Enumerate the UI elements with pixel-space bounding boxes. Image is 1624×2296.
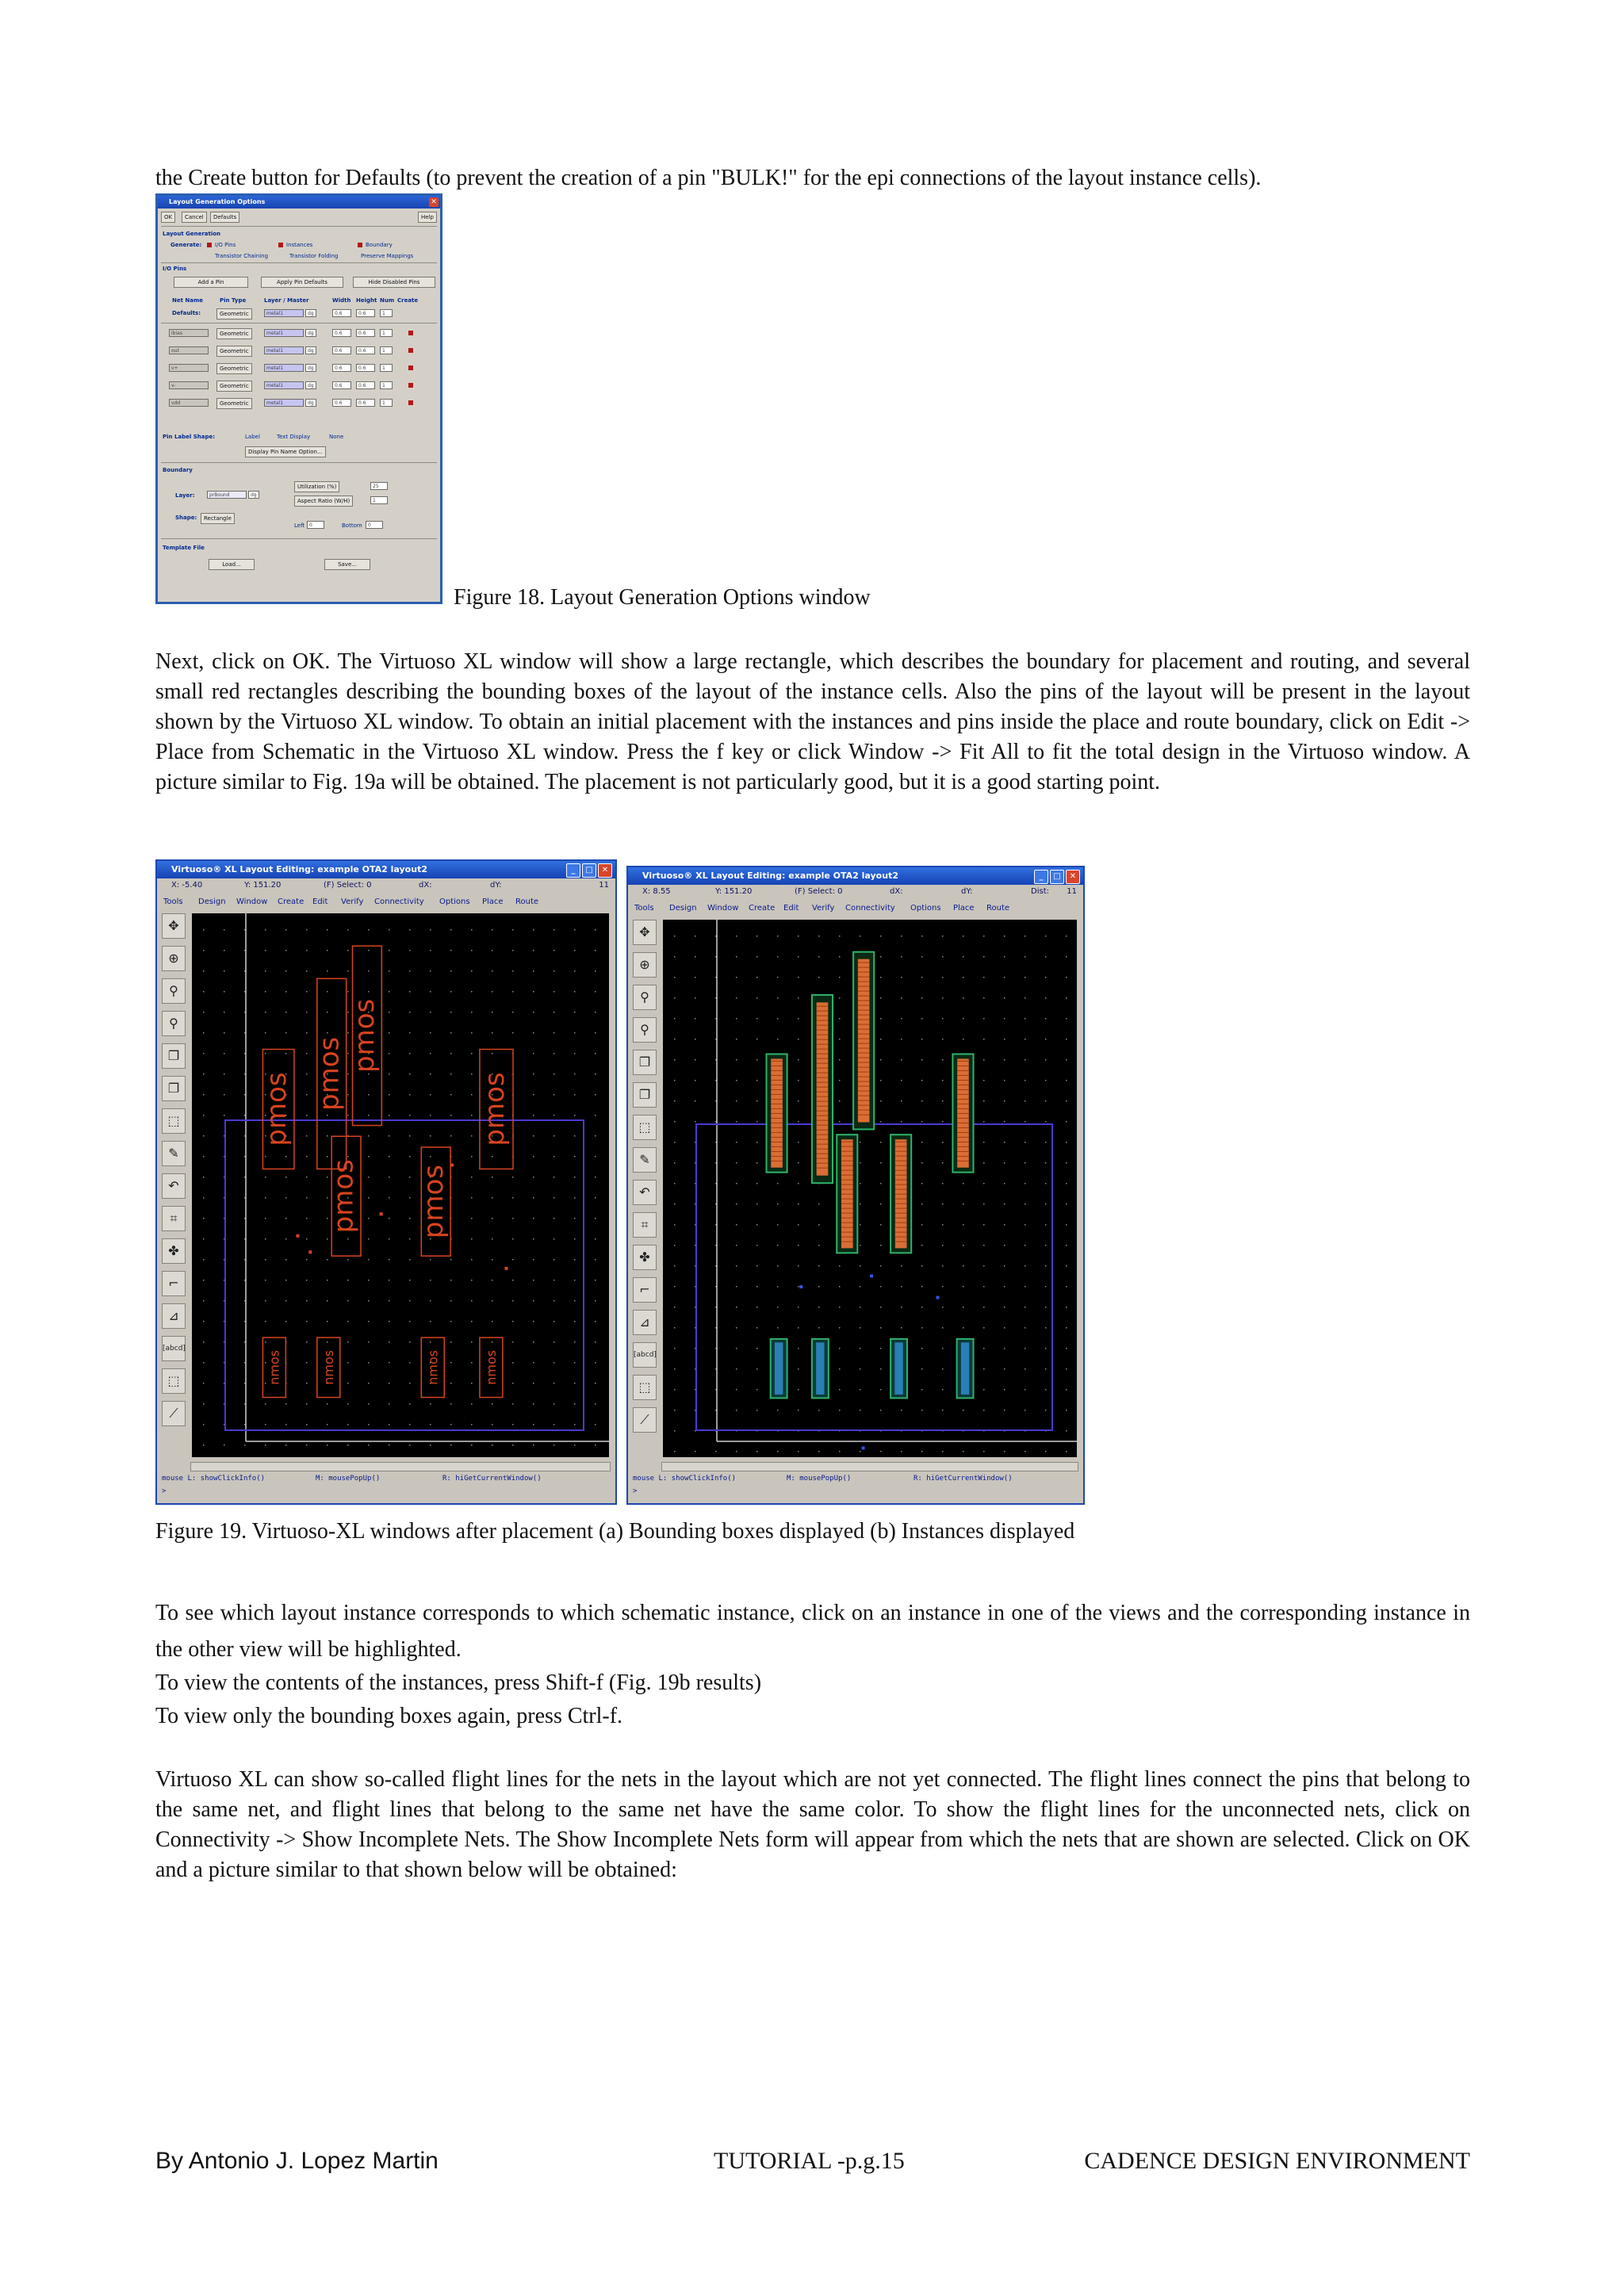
menu-window[interactable]: Window <box>236 897 268 906</box>
layout-generation-options-window <box>155 193 442 604</box>
grid-icon[interactable]: ⌗ <box>162 1206 186 1231</box>
coordinate-status-bar <box>628 885 1083 899</box>
load-button[interactable]: Load... <box>209 559 255 570</box>
column-height: Height <box>356 297 377 304</box>
pin-marker <box>450 1164 454 1167</box>
pin-layer-suffix[interactable]: dg <box>305 346 316 354</box>
menu-create[interactable]: Create <box>749 904 776 913</box>
label-tool-icon[interactable]: [abcd] <box>162 1336 186 1361</box>
menu-verify[interactable]: Verify <box>812 904 835 913</box>
pin-marker <box>870 1274 873 1277</box>
pin-layer-field[interactable]: metal1 <box>264 329 304 337</box>
pin-num-field[interactable]: 1 <box>380 364 393 372</box>
menu-options[interactable]: Options <box>439 897 470 906</box>
bottom-label: Bottom <box>342 522 362 529</box>
mouse-left-binding: mouse L: showClickInfo() <box>162 1475 266 1483</box>
y-readout: Y: 151.20 <box>715 887 753 896</box>
cmd-number: 11 <box>1067 887 1077 896</box>
pin-num-field[interactable]: 1 <box>380 399 393 407</box>
pin-height-field[interactable]: 0.6 <box>356 329 375 337</box>
pin-width-field[interactable]: 0.6 <box>332 346 351 354</box>
nmos-gate <box>961 1342 969 1395</box>
pin-type-selector[interactable]: Geometric <box>216 363 252 374</box>
add-pin-button[interactable]: Add a Pin <box>174 277 248 288</box>
column-create: Create <box>397 297 419 304</box>
pmos-label: pmos <box>260 1072 293 1146</box>
dx-readout: dX: <box>890 887 903 896</box>
footer-title: CADENCE DESIGN ENVIRONMENT <box>1084 2148 1470 2174</box>
polygon-icon[interactable]: ⊿ <box>162 1303 186 1329</box>
pin-layer-field[interactable]: metal1 <box>264 346 304 354</box>
pin-marker <box>862 1446 865 1449</box>
select-icon[interactable]: ⬚ <box>633 1375 657 1400</box>
close-icon[interactable]: ✕ <box>598 863 612 878</box>
column-net-name: Net Name <box>172 297 204 304</box>
checkbox-transistor-folding[interactable]: Transistor Folding <box>289 253 339 259</box>
pin-width-field[interactable]: 0.6 <box>332 329 351 337</box>
radio-none[interactable]: None <box>329 434 344 440</box>
pmos-label: pmos <box>349 998 381 1073</box>
menu-connectivity[interactable]: Connectivity <box>374 897 424 906</box>
select-icon[interactable]: ⬚ <box>162 1368 186 1394</box>
pin-net-name[interactable]: out <box>169 346 209 354</box>
pin-layer-suffix[interactable]: dg <box>305 399 316 407</box>
ruler-icon[interactable]: ⟋ <box>162 1401 186 1426</box>
x-readout: X: 8.55 <box>642 887 671 896</box>
maximize-icon[interactable]: □ <box>582 863 596 878</box>
pin-marker <box>505 1267 508 1270</box>
pin-layer-field[interactable]: metal1 <box>264 381 304 389</box>
dist-readout: Dist: <box>1031 887 1049 896</box>
aspect-ratio-field[interactable]: 1 <box>370 496 388 504</box>
window-title: Virtuoso® XL Layout Editing: example OTA2 layout2 <box>642 871 898 881</box>
nmos-label: nmos <box>266 1349 282 1385</box>
nmos-gate <box>894 1342 902 1395</box>
line-view-contents: To view the contents of the instances, press Shift-f (Fig. 19b results) <box>155 1670 762 1695</box>
pin-create-checkbox[interactable] <box>408 400 413 405</box>
radio-label[interactable]: Label <box>245 434 260 440</box>
zoom-out-icon[interactable]: ⚲ <box>633 1017 657 1043</box>
undo-icon[interactable]: ↶ <box>633 1180 657 1205</box>
pin-width-field[interactable]: 0.6 <box>332 364 351 372</box>
undo-icon[interactable]: ↶ <box>162 1173 186 1199</box>
menu-edit[interactable]: Edit <box>312 897 328 906</box>
pin-num-field[interactable]: 1 <box>380 381 393 389</box>
nmos-gate <box>816 1342 824 1395</box>
pin-marker <box>308 1250 312 1253</box>
cmd-number: 11 <box>599 881 609 890</box>
path-icon[interactable]: ✎ <box>162 1141 186 1166</box>
y-readout: Y: 151.20 <box>244 881 282 890</box>
nmos-label: nmos <box>425 1349 441 1385</box>
defaults-button[interactable]: Defaults <box>210 212 239 223</box>
pin-layer-suffix[interactable]: dg <box>305 364 316 372</box>
boundary-layer-suffix[interactable]: dg <box>248 491 259 499</box>
pin-create-checkbox[interactable] <box>408 365 413 370</box>
line-view-bounding-boxes: To view only the bounding boxes again, press Ctrl-f. <box>155 1704 623 1728</box>
tool-palette <box>159 912 190 1456</box>
select-readout: (F) Select: 0 <box>795 887 843 896</box>
default-layer-suffix[interactable]: dg <box>305 309 316 317</box>
pin-layer-suffix[interactable]: dg <box>305 329 316 337</box>
close-icon[interactable]: ✕ <box>1066 870 1080 884</box>
checkbox-label: I/O Pins <box>215 242 236 248</box>
zoom-fit-icon[interactable]: ⊕ <box>162 946 186 971</box>
menu-design[interactable]: Design <box>198 897 226 906</box>
horizontal-scrollbar[interactable] <box>661 1462 1078 1471</box>
boundary-layer-field[interactable]: prBound <box>207 491 247 499</box>
label-tool-icon[interactable]: [abcd] <box>633 1342 657 1368</box>
generate-label: Generate: <box>170 242 202 248</box>
copy-icon[interactable]: ❐ <box>633 1050 657 1075</box>
wire-icon[interactable]: ⌐ <box>633 1277 657 1303</box>
pin-height-field[interactable]: 0.6 <box>356 346 375 354</box>
menu-route[interactable]: Route <box>515 897 539 906</box>
pin-layer-field[interactable]: metal1 <box>264 399 304 407</box>
left-field[interactable]: 0 <box>307 521 324 529</box>
radio-text-display[interactable]: Text Display <box>277 434 311 440</box>
copy-icon[interactable]: ❐ <box>162 1043 186 1069</box>
minimize-icon[interactable]: _ <box>1034 870 1048 884</box>
window-title: Virtuoso® XL Layout Editing: example OTA2 layout2 <box>171 864 427 874</box>
polygon-icon[interactable]: ⊿ <box>633 1310 657 1335</box>
left-label: Left <box>294 522 305 529</box>
pin-type-selector[interactable]: Geometric <box>216 328 252 339</box>
default-height-field[interactable]: 0.6 <box>356 309 375 317</box>
dialog-title: Layout Generation Options <box>169 198 266 205</box>
menu-tools[interactable]: Tools <box>634 904 654 913</box>
menu-place[interactable]: Place <box>953 904 975 913</box>
pmos-label: pmos <box>327 1159 360 1234</box>
pan-tool-icon[interactable]: ✥ <box>633 920 657 945</box>
ruler-icon[interactable]: ⟋ <box>633 1407 657 1433</box>
menu-route[interactable]: Route <box>986 904 1010 913</box>
grid-icon[interactable]: ⌗ <box>633 1212 657 1238</box>
pin-marker <box>799 1285 802 1288</box>
stretch-icon[interactable]: ❐ <box>162 1076 186 1101</box>
paragraph-next: Next, click on OK. The Virtuoso XL window will show a large rectangle, which describes the boundary for placement and routing, and several small red rectangles describing the bounding boxes of the layout of the instance cells. Also the pins of the layout will be present in the layout shown by the Virtuoso XL window. To obtain an initial placement with the instances and pins inside the place and route boundary, click on Edit -> Place from Schematic in the Virtuoso XL window. Press the f key or click Window -> Fit All to fit the total design in the Virtuoso window. A picture similar to Fig. 19a will be obtained. The placement is not particularly good, but it is a good starting point. <box>155 649 1470 794</box>
pin-net-name[interactable]: v+ <box>169 364 209 372</box>
checkbox-boundary[interactable] <box>358 243 362 247</box>
paragraph-flight-lines: Virtuoso XL can show so-called flight lines for the nets in the layout which are not yet connected. The flight lines connect the pins that belong to the same net, and flight lines that belong to the same net have the same color. To show the flight lines for the unconnected nets, click on Connectivity -> Show Incomplete Nets. The Show Incomplete Nets form will appear from which the nets that are shown are selected. Click on OK and a picture similar to that shown below will be obtained: <box>155 1767 1470 1882</box>
default-pin-type[interactable]: Geometric <box>216 308 252 320</box>
boundary-layer-label: Layer: <box>175 492 195 499</box>
window-title-bar <box>157 861 615 878</box>
nmos-label: nmos <box>484 1349 500 1385</box>
instance-icon[interactable]: ✤ <box>633 1245 657 1270</box>
pin-height-field[interactable]: 0.6 <box>356 364 375 372</box>
checkbox-io-pins[interactable] <box>207 243 212 247</box>
stretch-icon[interactable]: ❐ <box>633 1082 657 1108</box>
pin-width-field[interactable]: 0.6 <box>332 399 351 407</box>
checkbox-label: Instances <box>286 242 313 248</box>
checkbox-label: Boundary <box>366 242 393 248</box>
utilization-field[interactable]: 25 <box>370 482 388 490</box>
mouse-right-binding: R: hiGetCurrentWindow() <box>914 1475 1013 1483</box>
virtuoso-window-instances <box>626 866 1085 1505</box>
pin-net-name[interactable]: ibias <box>169 329 209 337</box>
figure-18-caption: Figure 18. Layout Generation Options window <box>454 585 871 610</box>
rectangle-icon[interactable]: ⬚ <box>633 1115 657 1140</box>
checkbox-transistor-chaining[interactable]: Transistor Chaining <box>215 253 269 259</box>
section-template-file: Template File <box>163 545 205 551</box>
mouse-bindings-bar <box>628 1471 1083 1503</box>
pin-num-field[interactable]: 1 <box>380 346 393 354</box>
instance-icon[interactable]: ✤ <box>162 1238 186 1264</box>
defaults-label: Defaults: <box>172 310 201 316</box>
pmos-label: pmos <box>313 1036 346 1111</box>
tool-palette <box>630 918 661 1456</box>
save-button[interactable]: Save... <box>324 559 370 570</box>
nmos-label: nmos <box>321 1349 337 1385</box>
column-pin-type: Pin Type <box>220 297 247 304</box>
dy-readout: dY: <box>490 881 502 890</box>
pin-type-selector[interactable]: Geometric <box>216 346 252 357</box>
menu-create[interactable]: Create <box>278 897 304 906</box>
mouse-right-binding: R: hiGetCurrentWindow() <box>442 1475 542 1483</box>
pin-num-field[interactable]: 1 <box>380 329 393 337</box>
shape-selector[interactable]: Rectangle <box>201 513 235 524</box>
horizontal-scrollbar[interactable] <box>190 1462 611 1471</box>
select-readout: (F) Select: 0 <box>324 881 372 890</box>
prompt-arrow: > <box>162 1487 167 1495</box>
column-width: Width <box>332 297 351 304</box>
pin-create-checkbox[interactable] <box>408 348 413 353</box>
dx-readout: dX: <box>419 881 432 890</box>
display-pin-name-option-button[interactable]: Display Pin Name Option... <box>245 446 326 457</box>
menu-options[interactable]: Options <box>910 904 941 913</box>
close-icon[interactable]: ✕ <box>429 197 439 207</box>
pmos-label: pmos <box>479 1072 511 1146</box>
pin-label-shape-label: Pin Label Shape: <box>163 434 216 440</box>
path-icon[interactable]: ✎ <box>633 1147 657 1173</box>
menu-verify[interactable]: Verify <box>341 897 364 906</box>
menu-tools[interactable]: Tools <box>163 897 183 906</box>
rectangle-icon[interactable]: ⬚ <box>162 1108 186 1134</box>
prompt-arrow: > <box>633 1487 638 1495</box>
help-button[interactable]: Help <box>418 212 437 223</box>
mouse-middle-binding: M: mousePopUp() <box>316 1475 381 1483</box>
footer-author: By Antonio J. Lopez Martin <box>155 2148 439 2174</box>
layout-canvas[interactable] <box>192 913 609 1457</box>
window-title-bar <box>628 867 1083 885</box>
hide-disabled-pins-button[interactable]: Hide Disabled Pins <box>353 277 435 288</box>
maximize-icon[interactable]: □ <box>1050 870 1064 884</box>
menu-edit[interactable]: Edit <box>783 904 799 913</box>
pin-marker <box>936 1296 940 1299</box>
menu-window[interactable]: Window <box>707 904 739 913</box>
pmos-gate <box>817 1002 829 1175</box>
pan-tool-icon[interactable]: ✥ <box>162 913 186 939</box>
menu-place[interactable]: Place <box>482 897 504 906</box>
shape-label: Shape: <box>175 515 197 521</box>
menu-connectivity[interactable]: Connectivity <box>845 904 895 913</box>
pin-layer-suffix[interactable]: dg <box>305 381 316 389</box>
menu-bar <box>628 901 1083 916</box>
section-layout-generation: Layout Generation <box>163 231 221 237</box>
section-io-pins: I/O Pins <box>163 266 187 272</box>
default-width-field[interactable]: 0.6 <box>332 309 351 317</box>
x-readout: X: -5.40 <box>171 881 203 890</box>
intro-text: the Create button for Defaults (to prevent the creation of a pin "BULK!" for the epi connections of the layout instance cells). <box>155 166 1262 190</box>
checkbox-preserve-mappings[interactable]: Preserve Mappings <box>361 253 414 259</box>
zoom-in-icon[interactable]: ⚲ <box>162 978 186 1004</box>
aspect-ratio-selector[interactable]: Aspect Ratio (W/H) <box>294 496 353 507</box>
utilization-selector[interactable]: Utilization (%) <box>294 481 339 492</box>
pin-create-checkbox[interactable] <box>408 331 413 335</box>
pin-marker <box>297 1234 300 1238</box>
footer-page: TUTORIAL -p.g.15 <box>714 2148 905 2174</box>
mouse-bindings-bar <box>157 1471 615 1503</box>
menu-design[interactable]: Design <box>669 904 697 913</box>
bottom-field[interactable]: 0 <box>366 521 383 529</box>
virtuoso-window-bounding-boxes <box>155 859 617 1505</box>
pin-net-name[interactable]: v- <box>169 381 209 389</box>
paragraph-see: To see which layout instance corresponds to which schematic instance, click on an instance in one of the views and the corresponding instance in the other view will be highlighted. <box>155 1601 1470 1662</box>
pin-height-field[interactable]: 0.6 <box>356 381 375 389</box>
pmos-label: pmos <box>417 1164 450 1239</box>
pin-height-field[interactable]: 0.6 <box>356 399 375 407</box>
pin-width-field[interactable]: 0.6 <box>332 381 351 389</box>
ok-button[interactable]: OK <box>161 212 175 223</box>
pin-type-selector[interactable]: Geometric <box>216 398 252 409</box>
pmos-gate <box>858 959 870 1123</box>
default-layer-field[interactable]: metal1 <box>264 309 304 317</box>
mouse-middle-binding: M: mousePopUp() <box>787 1475 852 1483</box>
layout-canvas[interactable] <box>663 920 1077 1457</box>
coordinate-status-bar <box>157 878 615 893</box>
menu-bar <box>157 894 615 910</box>
figure-19-caption: Figure 19. Virtuoso-XL windows after placement (a) Bounding boxes displayed (b) Instances displayed <box>155 1519 1075 1544</box>
cancel-button[interactable]: Cancel <box>182 212 207 223</box>
pin-type-selector[interactable]: Geometric <box>216 381 252 392</box>
default-num-field[interactable]: 1 <box>380 309 393 317</box>
checkbox-instances[interactable] <box>278 243 283 247</box>
pin-net-name[interactable]: vdd <box>169 399 209 407</box>
dy-readout: dY: <box>961 887 973 896</box>
nmos-gate <box>775 1342 783 1395</box>
mouse-left-binding: mouse L: showClickInfo() <box>633 1475 737 1483</box>
pin-marker <box>380 1212 383 1215</box>
zoom-out-icon[interactable]: ⚲ <box>162 1011 186 1036</box>
section-boundary: Boundary <box>163 467 193 473</box>
pin-create-checkbox[interactable] <box>408 383 413 388</box>
apply-pin-defaults-button[interactable]: Apply Pin Defaults <box>261 277 343 288</box>
dialog-title-bar <box>158 196 440 209</box>
pin-layer-field[interactable]: metal1 <box>264 364 304 372</box>
zoom-in-icon[interactable]: ⚲ <box>633 985 657 1010</box>
wire-icon[interactable]: ⌐ <box>162 1271 186 1296</box>
column-layer: Layer / Master <box>264 297 309 304</box>
minimize-icon[interactable]: _ <box>566 863 580 878</box>
zoom-fit-icon[interactable]: ⊕ <box>633 952 657 978</box>
column-num: Num <box>380 297 395 304</box>
